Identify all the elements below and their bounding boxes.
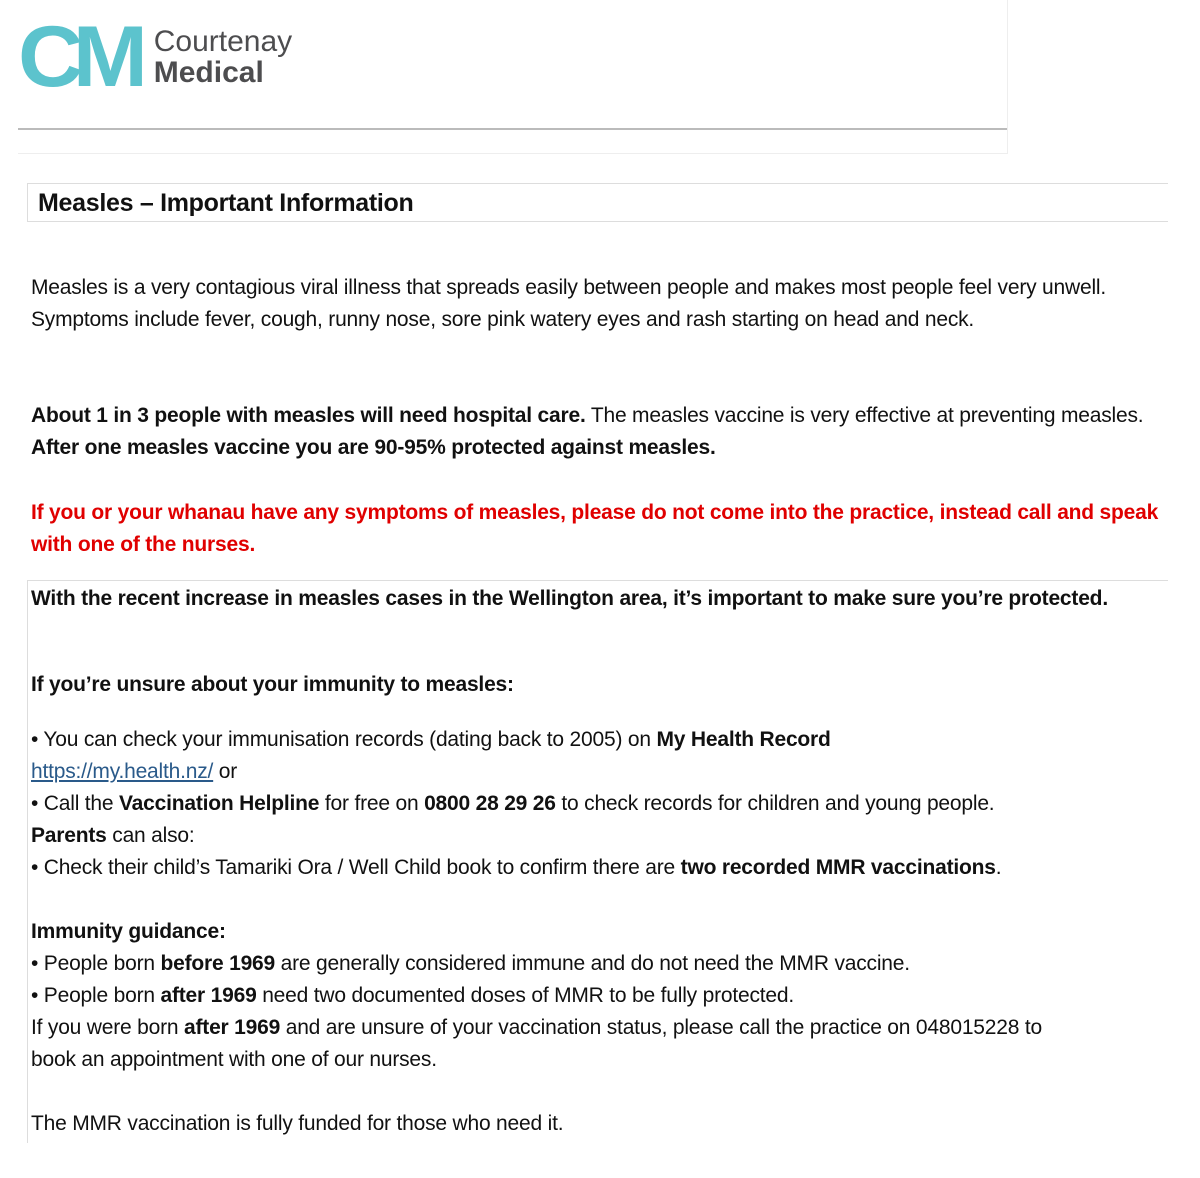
parents-text: can also: — [106, 824, 195, 847]
hospital-bold: About 1 in 3 people with measles will need hospital care. — [31, 404, 586, 427]
bullet-text: need two documented doses of MMR to be fully protected. — [256, 984, 794, 1007]
logo-line2: Medical — [153, 56, 264, 89]
call-bold: after 1969 — [184, 1016, 281, 1039]
logo-line1: Courtenay — [153, 25, 293, 58]
bullet-text: are generally considered immune and do not need the MMR vaccine. — [275, 952, 910, 975]
title-box — [27, 183, 1168, 222]
bullet-text: or — [213, 760, 238, 783]
bullet-book — [31, 852, 1031, 884]
bullet-text: to check records for children and young people. — [555, 792, 995, 815]
bullet-bold: before 1969 — [160, 952, 276, 975]
parents-line — [31, 820, 1166, 852]
health-record-link[interactable]: https://my.health.nz/ — [31, 760, 214, 783]
logo — [18, 9, 293, 105]
page-title: Measles – Important Information — [38, 189, 414, 217]
bullet-text: • Check their child’s Tamariki Ora / Well Child book to confirm there are — [31, 856, 681, 879]
divider — [18, 128, 1007, 130]
bullet-helpline — [31, 788, 1166, 820]
bullet-bold: after 1969 — [160, 984, 257, 1007]
bullet-records — [31, 724, 1166, 788]
intro-paragraph: Measles is a very contagious viral illness that spreads easily between people and makes most people feel very unwell. Symptoms include fever, cough, runny nose, sore pink watery eyes and rash starting on head and neck. — [31, 276, 1107, 331]
bullet-text: • People born — [31, 984, 161, 1007]
bullet-bold: two recorded MMR vaccinations — [680, 856, 996, 879]
call-text: If you were born — [31, 1016, 185, 1039]
helpline-number: 0800 28 29 26 — [424, 792, 556, 815]
parents-bold: Parents — [31, 824, 107, 847]
bullet-text: • Call the — [31, 792, 120, 815]
bullet-bold: My Health Record — [656, 728, 831, 751]
bullet-after-1969 — [31, 980, 1166, 1012]
helpline-bold: Vaccination Helpline — [119, 792, 320, 815]
funded-paragraph: The MMR vaccination is fully funded for those who need it. — [31, 1112, 564, 1135]
unsure-heading: If you’re unsure about your immunity to measles: — [31, 673, 514, 696]
hospital-text: The measles vaccine is very effective at preventing measles. — [585, 404, 1144, 427]
bullet-text: . — [995, 856, 1002, 879]
hospital-paragraph — [31, 400, 1166, 464]
call-paragraph — [31, 1012, 1091, 1076]
guidance-heading: Immunity guidance: — [31, 920, 226, 943]
warning-paragraph: If you or your whanau have any symptoms of measles, please do not come into the practice, instead call and speak with one of the nurses. — [31, 501, 1159, 556]
bullet-text: for free on — [319, 792, 425, 815]
wellington-paragraph: With the recent increase in measles cases in the Wellington area, it’s important to make sure you’re protected. — [31, 587, 1108, 610]
logo-text — [154, 26, 292, 88]
logo-mark: CM — [18, 9, 138, 105]
bullet-before-1969 — [31, 948, 1166, 980]
bullet-text: • People born — [31, 952, 161, 975]
protection-bold: After one measles vaccine you are 90-95% protected against measles. — [31, 436, 716, 459]
call-text: and are unsure of your vaccination status, please call the practice on 048015228 to book an appointment with one of our nurses. — [31, 1016, 1042, 1071]
bullet-text: • You can check your immunisation records (dating back to 2005) on — [31, 728, 657, 751]
